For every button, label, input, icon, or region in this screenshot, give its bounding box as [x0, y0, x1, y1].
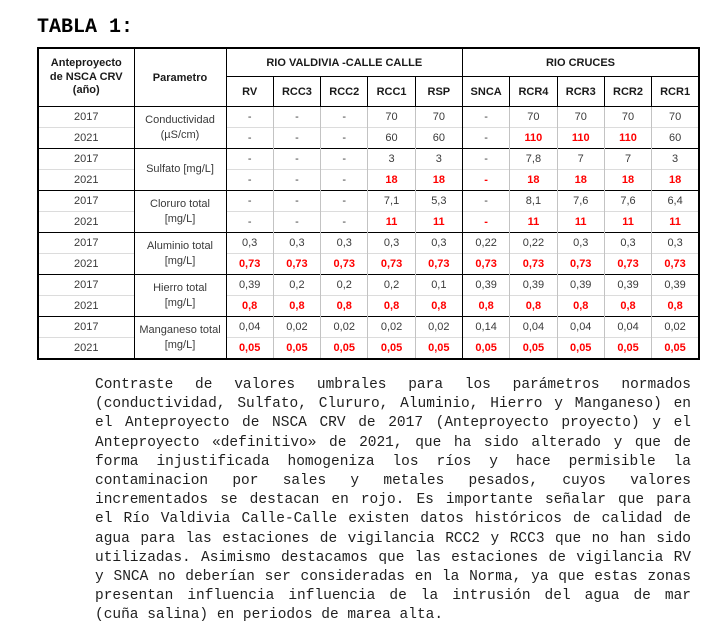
station-header-snca: SNCA [462, 77, 509, 107]
value-cell: 5,3 [415, 191, 462, 212]
value-cell: 0,73 [557, 254, 604, 275]
corner-line-3: (año) [72, 84, 100, 97]
parameter-cell: Sulfato [mg/L] [134, 149, 226, 191]
year-cell: 2017 [38, 317, 134, 338]
value-cell: - [226, 107, 273, 128]
value-cell: 0,05 [273, 338, 320, 360]
value-cell: 0,8 [321, 296, 368, 317]
value-cell: - [273, 170, 320, 191]
year-cell: 2021 [38, 170, 134, 191]
value-cell: 0,39 [462, 275, 509, 296]
value-cell: 0,05 [321, 338, 368, 360]
value-cell: 0,02 [368, 317, 415, 338]
value-cell: 0,73 [510, 254, 557, 275]
caption-line: y SNCA no deberían ser consideradas en la Norma, ya que estas zonas [95, 569, 691, 586]
value-cell: 18 [652, 170, 699, 191]
caption-line: presentan influencia influencia de la intrusión del agua de mar [95, 588, 691, 605]
year-cell: 2021 [38, 296, 134, 317]
year-cell: 2017 [38, 107, 134, 128]
corner-line-1: Anteproyecto [50, 56, 122, 69]
value-cell: 0,3 [321, 233, 368, 254]
value-cell: 8,1 [510, 191, 557, 212]
value-cell: 0,04 [557, 317, 604, 338]
value-cell: 0,8 [226, 296, 273, 317]
caption-line: contaminacion por sales y metales pesados, cuyos valores [95, 473, 691, 490]
value-cell: 70 [652, 107, 699, 128]
value-cell: 70 [557, 107, 604, 128]
station-header-rcr4: RCR4 [510, 77, 557, 107]
value-cell: 0,05 [226, 338, 273, 360]
year-cell: 2017 [38, 191, 134, 212]
value-cell: 0,04 [226, 317, 273, 338]
year-cell: 2021 [38, 254, 134, 275]
value-cell: 0,8 [368, 296, 415, 317]
table-body [38, 107, 699, 360]
value-cell: 7,6 [557, 191, 604, 212]
value-cell: 0,73 [368, 254, 415, 275]
value-cell: 0,3 [226, 233, 273, 254]
value-cell: 11 [604, 212, 651, 233]
parameter-cell: Cloruro total [mg/L] [134, 191, 226, 233]
value-cell: 0,2 [273, 275, 320, 296]
table-title: TABLA 1: [37, 16, 134, 39]
value-cell: 0,14 [462, 317, 509, 338]
parameter-cell: Hierro total [mg/L] [134, 275, 226, 317]
value-cell: 0,8 [273, 296, 320, 317]
value-cell: - [321, 149, 368, 170]
value-cell: - [462, 212, 509, 233]
parameter-cell: Manganeso total [mg/L] [134, 317, 226, 360]
value-cell: 0,8 [462, 296, 509, 317]
caption-line: agua para las estaciones de vigilancia RCC2 y RCC3 que no han sido [95, 530, 691, 547]
value-cell: - [321, 107, 368, 128]
value-cell: 0,39 [604, 275, 651, 296]
station-header-rcc1: RCC1 [368, 77, 415, 107]
station-header-rcr2: RCR2 [604, 77, 651, 107]
value-cell: 11 [652, 212, 699, 233]
value-cell: 0,3 [604, 233, 651, 254]
value-cell: 0,22 [462, 233, 509, 254]
value-cell: - [226, 212, 273, 233]
value-cell: 0,73 [462, 254, 509, 275]
value-cell: 0,73 [604, 254, 651, 275]
station-header-rcr3: RCR3 [557, 77, 604, 107]
header-parametro: Parametro [134, 48, 226, 107]
caption-line: incrementados se destacan en rojo. Es importante señalar que para [95, 492, 691, 509]
value-cell: - [226, 170, 273, 191]
value-cell: 0,02 [321, 317, 368, 338]
value-cell: 0,05 [557, 338, 604, 360]
station-header-rcc3: RCC3 [273, 77, 320, 107]
year-cell: 2017 [38, 275, 134, 296]
value-cell: 110 [557, 128, 604, 149]
value-cell: 0,3 [273, 233, 320, 254]
value-cell: - [321, 170, 368, 191]
table-row [38, 191, 699, 212]
value-cell: 0,8 [415, 296, 462, 317]
value-cell: 0,73 [321, 254, 368, 275]
value-cell: 18 [557, 170, 604, 191]
value-cell: 0,02 [652, 317, 699, 338]
value-cell: 70 [510, 107, 557, 128]
caption-line: el Anteproyecto de NSCA CRV de 2017 (Anteproyecto proyecto) y el [95, 415, 691, 432]
value-cell: 0,39 [226, 275, 273, 296]
value-cell: 0,3 [368, 233, 415, 254]
table-row [38, 233, 699, 254]
value-cell: 60 [415, 128, 462, 149]
value-cell: 18 [368, 170, 415, 191]
table-header [38, 48, 699, 107]
value-cell: - [462, 149, 509, 170]
table-row [38, 107, 699, 128]
value-cell: - [321, 212, 368, 233]
value-cell: 60 [652, 128, 699, 149]
value-cell: 0,8 [557, 296, 604, 317]
caption-line: Anteproyecto «definitivo» de 2021, que ha sido alterado y que de [95, 434, 691, 451]
station-header-rcr1: RCR1 [652, 77, 699, 107]
value-cell: - [462, 170, 509, 191]
value-cell: - [273, 107, 320, 128]
value-cell: 11 [510, 212, 557, 233]
value-cell: - [462, 191, 509, 212]
value-cell: - [273, 149, 320, 170]
value-cell: 11 [415, 212, 462, 233]
value-cell: 0,3 [557, 233, 604, 254]
station-header-rv: RV [226, 77, 273, 107]
value-cell: 0,39 [557, 275, 604, 296]
value-cell: 0,2 [368, 275, 415, 296]
value-cell: 0,2 [321, 275, 368, 296]
table-row [38, 149, 699, 170]
value-cell: 0,8 [510, 296, 557, 317]
value-cell: - [226, 128, 273, 149]
value-cell: 7,8 [510, 149, 557, 170]
water-quality-table [37, 47, 700, 360]
value-cell: 0,05 [462, 338, 509, 360]
value-cell: - [226, 191, 273, 212]
caption-line: (conductividad, Sulfato, Clururo, Aluminio, Hierro y Manganeso) en [95, 396, 691, 413]
value-cell: 18 [510, 170, 557, 191]
value-cell: 0,05 [368, 338, 415, 360]
value-cell: - [273, 128, 320, 149]
caption-line: utilizadas. Asimismo destacamos que las estaciones de vigilancia RV [95, 549, 691, 566]
year-cell: 2017 [38, 149, 134, 170]
value-cell: 0,39 [510, 275, 557, 296]
header-river-row [38, 48, 699, 77]
table-row [38, 317, 699, 338]
value-cell: 7,6 [604, 191, 651, 212]
value-cell: 0,02 [415, 317, 462, 338]
value-cell: 6,4 [652, 191, 699, 212]
value-cell: 0,3 [415, 233, 462, 254]
value-cell: 11 [368, 212, 415, 233]
value-cell: 18 [604, 170, 651, 191]
value-cell: 0,22 [510, 233, 557, 254]
caption-line: forma injustificada homogeniza los ríos y hace permisible la [95, 453, 691, 470]
value-cell: - [273, 212, 320, 233]
value-cell: 0,1 [415, 275, 462, 296]
value-cell: 3 [652, 149, 699, 170]
value-cell: 7,1 [368, 191, 415, 212]
value-cell: 70 [415, 107, 462, 128]
value-cell: 0,05 [604, 338, 651, 360]
value-cell: 70 [604, 107, 651, 128]
station-header-rsp: RSP [415, 77, 462, 107]
table-caption [95, 376, 691, 626]
corner-line-2: de NSCA CRV [49, 70, 123, 83]
parameter-cell: Conductividad (µS/cm) [134, 107, 226, 149]
value-cell: 0,3 [652, 233, 699, 254]
value-cell: 0,04 [604, 317, 651, 338]
year-cell: 2017 [38, 233, 134, 254]
value-cell: 60 [368, 128, 415, 149]
value-cell: 70 [368, 107, 415, 128]
value-cell: 0,04 [510, 317, 557, 338]
parameter-cell: Aluminio total [mg/L] [134, 233, 226, 275]
value-cell: 110 [604, 128, 651, 149]
value-cell: 3 [415, 149, 462, 170]
value-cell: 0,05 [652, 338, 699, 360]
value-cell: 3 [368, 149, 415, 170]
value-cell: - [226, 149, 273, 170]
value-cell: 0,73 [226, 254, 273, 275]
value-cell: 0,05 [510, 338, 557, 360]
value-cell: 110 [510, 128, 557, 149]
header-anteproyecto [38, 48, 134, 107]
value-cell: 0,73 [652, 254, 699, 275]
value-cell: 0,39 [652, 275, 699, 296]
value-cell: 0,8 [652, 296, 699, 317]
value-cell: 0,73 [415, 254, 462, 275]
caption-line: Contraste de valores umbrales para los parámetros normados [95, 377, 691, 393]
year-cell: 2021 [38, 338, 134, 360]
value-cell: - [321, 191, 368, 212]
year-cell: 2021 [38, 128, 134, 149]
year-cell: 2021 [38, 212, 134, 233]
table-row [38, 275, 699, 296]
value-cell: 0,02 [273, 317, 320, 338]
value-cell: - [462, 128, 509, 149]
caption-line: (cuña salina) en periodos de marea alta. [95, 607, 444, 624]
value-cell: 0,05 [415, 338, 462, 360]
caption-line: el Río Valdivia Calle-Calle existen datos históricos de calidad de [95, 511, 691, 528]
header-rio-cruces: RIO CRUCES [462, 48, 699, 77]
value-cell: - [321, 128, 368, 149]
value-cell: 18 [415, 170, 462, 191]
value-cell: 11 [557, 212, 604, 233]
value-cell: 7 [557, 149, 604, 170]
value-cell: - [273, 191, 320, 212]
station-header-rcc2: RCC2 [321, 77, 368, 107]
value-cell: - [462, 107, 509, 128]
value-cell: 0,8 [604, 296, 651, 317]
header-rio-valdivia: RIO VALDIVIA -CALLE CALLE [226, 48, 462, 77]
value-cell: 7 [604, 149, 651, 170]
value-cell: 0,73 [273, 254, 320, 275]
